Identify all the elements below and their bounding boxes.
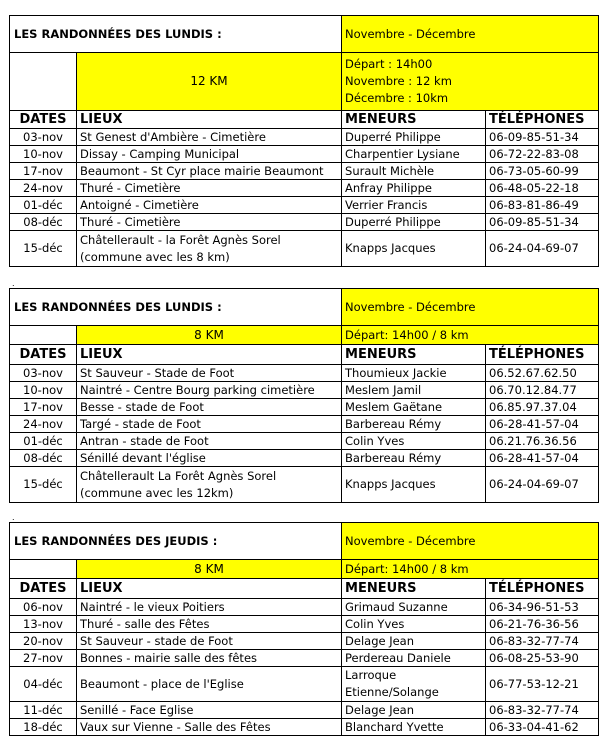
tel-cell: 06-33-04-41-62 — [486, 719, 599, 736]
table-title: LES RANDONNÉES DES JEUDIS : — [10, 523, 342, 560]
meneur-cell: Grimaud Suzanne — [342, 599, 486, 616]
table-row — [10, 382, 599, 399]
header-lieux: LIEUX — [77, 579, 342, 599]
tel-cell: 06-28-41-57-04 — [486, 416, 599, 433]
tel-cell: 06.21.76.36.56 — [486, 433, 599, 450]
meneur-cell: Delage Jean — [342, 633, 486, 650]
tel-cell: 06-83-32-77-74 — [486, 633, 599, 650]
meneur-cell: Knapps Jacques — [342, 467, 486, 503]
date-cell: 10-nov — [10, 382, 77, 399]
date-cell: 24-nov — [10, 180, 77, 197]
tel-cell: 06-09-85-51-34 — [486, 129, 599, 146]
table-row — [10, 129, 599, 146]
table-row — [10, 650, 599, 667]
lieu-cell: St Sauveur - stade de Foot — [77, 633, 342, 650]
tel-cell: 06-73-05-60-99 — [486, 163, 599, 180]
table-row — [10, 667, 599, 702]
table-row — [10, 599, 599, 616]
header-telephones: TÉLÉPHONES — [486, 345, 599, 365]
date-cell: 17-nov — [10, 399, 77, 416]
lieu-cell: Dissay - Camping Municipal — [77, 146, 342, 163]
meneur-cell: Blanchard Yvette — [342, 719, 486, 736]
table-row — [10, 231, 599, 267]
date-cell: 01-déc — [10, 197, 77, 214]
table-row — [10, 197, 599, 214]
period-cell: Novembre - Décembre — [342, 523, 599, 560]
header-dates: DATES — [10, 111, 77, 129]
lieu-cell: Sénillé devant l'église — [77, 450, 342, 467]
lieu-cell: Vaux sur Vienne - Salle des Fêtes — [77, 719, 342, 736]
separator-dot: . — [12, 513, 15, 522]
lieu-cell: Thuré - Cimetière — [77, 214, 342, 231]
distance-cell: 12 KM — [77, 53, 342, 111]
date-cell: 01-déc — [10, 433, 77, 450]
meneur-cell: Duperré Philippe — [342, 214, 486, 231]
lieu-cell: Antran - stade de Foot — [77, 433, 342, 450]
tel-cell: 06-08-25-53-90 — [486, 650, 599, 667]
table-lundis-12km — [9, 15, 599, 267]
header-dates: DATES — [10, 345, 77, 365]
tel-cell: 06.70.12.84.77 — [486, 382, 599, 399]
table-row — [10, 163, 599, 180]
table-row — [10, 719, 599, 736]
lieu-cell: Châtellerault La Forêt Agnès Sorel (commune avec les 12km) — [77, 467, 342, 503]
distance-cell: 8 KM — [77, 560, 342, 579]
table-title: LES RANDONNÉES DES LUNDIS : — [10, 289, 342, 326]
date-cell: 17-nov — [10, 163, 77, 180]
table-row — [10, 399, 599, 416]
meneur-cell: Meslem Gaëtane — [342, 399, 486, 416]
meneur-cell: Larroque Etienne/Solange — [342, 667, 486, 702]
date-cell: 24-nov — [10, 416, 77, 433]
date-cell: 15-déc — [10, 231, 77, 267]
tel-cell: 06-34-96-51-53 — [486, 599, 599, 616]
meneur-cell: Charpentier Lysiane — [342, 146, 486, 163]
table-row — [10, 433, 599, 450]
header-telephones: TÉLÉPHONES — [486, 579, 599, 599]
date-cell: 15-déc — [10, 467, 77, 503]
header-telephones: TÉLÉPHONES — [486, 111, 599, 129]
tel-cell: 06-72-22-83-08 — [486, 146, 599, 163]
lieu-cell: Thuré - salle des Fêtes — [77, 616, 342, 633]
table-row — [10, 416, 599, 433]
tel-cell: 06-77-53-12-21 — [486, 667, 599, 702]
depart-line: Novembre : 12 km — [345, 74, 452, 88]
tel-cell: 06.52.67.62.50 — [486, 365, 599, 382]
meneur-cell: Meslem Jamil — [342, 382, 486, 399]
table-row — [10, 633, 599, 650]
header-meneurs: MENEURS — [342, 111, 486, 129]
meneur-cell: Surault Michèle — [342, 163, 486, 180]
meneur-cell: Duperré Philippe — [342, 129, 486, 146]
period-cell: Novembre - Décembre — [342, 289, 599, 326]
date-cell: 08-déc — [10, 214, 77, 231]
date-cell: 03-nov — [10, 365, 77, 382]
meneur-cell: Verrier Francis — [342, 197, 486, 214]
lieu-cell: St Sauveur - Stade de Foot — [77, 365, 342, 382]
tel-cell: 06-48-05-22-18 — [486, 180, 599, 197]
lieu-cell: Targé - stade de Foot — [77, 416, 342, 433]
date-cell: 18-déc — [10, 719, 77, 736]
header-lieux: LIEUX — [77, 345, 342, 365]
tel-cell: 06-24-04-69-07 — [486, 467, 599, 503]
table-row — [10, 616, 599, 633]
meneur-cell: Barbereau Rémy — [342, 416, 486, 433]
tel-cell: 06.85.97.37.04 — [486, 399, 599, 416]
tel-cell: 06-21-76-36-56 — [486, 616, 599, 633]
header-lieux: LIEUX — [77, 111, 342, 129]
tel-cell: 06-28-41-57-04 — [486, 450, 599, 467]
tel-cell: 06-83-32-77-74 — [486, 702, 599, 719]
lieu-cell: Bonnes - mairie salle des fêtes — [77, 650, 342, 667]
lieu-cell: Châtellerault - la Forêt Agnès Sorel (commune avec les 8 km) — [77, 231, 342, 267]
date-cell: 11-déc — [10, 702, 77, 719]
tel-cell: 06-09-85-51-34 — [486, 214, 599, 231]
lieu-cell: Thuré - Cimetière — [77, 180, 342, 197]
period-cell: Novembre - Décembre — [342, 16, 599, 53]
lieu-cell: Antoigné - Cimetière — [77, 197, 342, 214]
lieu-cell: Beaumont - St Cyr place mairie Beaumont — [77, 163, 342, 180]
header-meneurs: MENEURS — [342, 579, 486, 599]
table-row — [10, 450, 599, 467]
header-meneurs: MENEURS — [342, 345, 486, 365]
table-title: LES RANDONNÉES DES LUNDIS : — [10, 16, 342, 53]
lieu-cell: Naintré - le vieux Poitiers — [77, 599, 342, 616]
tel-cell: 06-83-81-86-49 — [486, 197, 599, 214]
lieu-cell: Senillé - Face Eglise — [77, 702, 342, 719]
table-row — [10, 180, 599, 197]
date-cell: 27-nov — [10, 650, 77, 667]
table-jeudis-8km — [9, 522, 599, 736]
date-cell: 10-nov — [10, 146, 77, 163]
distance-cell: 8 KM — [77, 326, 342, 345]
depart-cell: Départ: 14h00 / 8 km — [342, 560, 599, 579]
lieu-cell: Naintré - Centre Bourg parking cimetière — [77, 382, 342, 399]
depart-line: Départ : 14h00 — [345, 57, 433, 71]
date-cell: 20-nov — [10, 633, 77, 650]
depart-cell: Départ: 14h00 / 8 km — [342, 326, 599, 345]
separator-dot: . — [12, 279, 15, 288]
lieu-cell: St Genest d'Ambière - Cimetière — [77, 129, 342, 146]
tel-cell: 06-24-04-69-07 — [486, 231, 599, 267]
table-lundis-8km — [9, 288, 599, 503]
date-cell: 04-déc — [10, 667, 77, 702]
depart-cell — [342, 53, 599, 111]
meneur-cell: Barbereau Rémy — [342, 450, 486, 467]
date-cell: 06-nov — [10, 599, 77, 616]
header-dates: DATES — [10, 579, 77, 599]
meneur-cell: Anfray Philippe — [342, 180, 486, 197]
table-row — [10, 467, 599, 503]
meneur-cell: Thoumieux Jackie — [342, 365, 486, 382]
table-row — [10, 365, 599, 382]
date-cell: 08-déc — [10, 450, 77, 467]
table-row — [10, 146, 599, 163]
meneur-cell: Delage Jean — [342, 702, 486, 719]
meneur-cell: Colin Yves — [342, 616, 486, 633]
date-cell: 03-nov — [10, 129, 77, 146]
meneur-cell: Perdereau Daniele — [342, 650, 486, 667]
lieu-cell: Besse - stade de Foot — [77, 399, 342, 416]
meneur-cell: Knapps Jacques — [342, 231, 486, 267]
table-row — [10, 702, 599, 719]
depart-line: Décembre : 10km — [345, 91, 449, 105]
date-cell: 13-nov — [10, 616, 77, 633]
meneur-cell: Colin Yves — [342, 433, 486, 450]
lieu-cell: Beaumont - place de l'Eglise — [77, 667, 342, 702]
table-row — [10, 214, 599, 231]
